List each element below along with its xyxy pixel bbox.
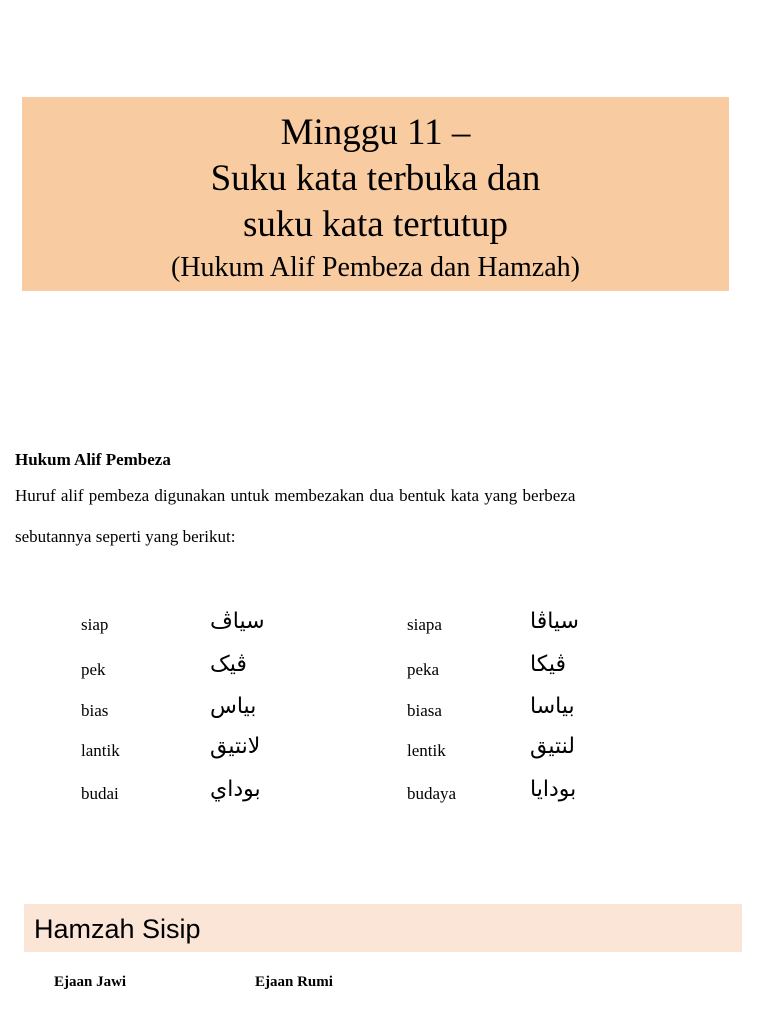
jawi-word: لنتيق: [530, 734, 575, 759]
hamzah-title: Hamzah Sisip: [34, 914, 201, 944]
title-line-2: Suku kata terbuka dan: [210, 158, 541, 199]
jawi-word: ڤيکا: [530, 652, 567, 677]
section-heading: Hukum Alif Pembeza: [15, 450, 171, 469]
paragraph-line-1: Huruf alif pembeza digunakan untuk membezakan dua bentuk kata yang berbeza: [15, 486, 576, 505]
rumi-word: peka: [407, 660, 440, 679]
jawi-word: بياسا: [530, 694, 575, 719]
title-line-3: suku kata tertutup: [242, 204, 509, 245]
rumi-word: siap: [81, 615, 109, 634]
rumi-word: budai: [81, 784, 119, 803]
column-header-jawi: Ejaan Jawi: [54, 974, 127, 990]
jawi-word: ڤيک: [210, 652, 247, 677]
rumi-word: bias: [81, 701, 109, 720]
jawi-word: بوداي: [210, 777, 261, 802]
jawi-word: بودايا: [530, 777, 577, 802]
rumi-word: pek: [81, 660, 106, 679]
column-header-rumi: Ejaan Rumi: [255, 974, 333, 990]
title-subtitle: (Hukum Alif Pembeza dan Hamzah): [171, 252, 580, 283]
jawi-word: بياس: [210, 694, 257, 719]
rumi-word: lantik: [81, 741, 120, 760]
jawi-word: سياڤا: [530, 609, 579, 634]
paragraph-line-2: sebutannya seperti yang berikut:: [15, 527, 236, 546]
jawi-word: سياڤ: [210, 609, 265, 634]
jawi-word: لانتيق: [210, 734, 261, 759]
rumi-word: siapa: [407, 615, 442, 634]
hamzah-section-banner: [24, 904, 742, 952]
rumi-word: biasa: [407, 701, 442, 720]
title-line-1: Minggu 11 –: [280, 112, 471, 153]
rumi-word: lentik: [407, 741, 446, 760]
title-banner: [22, 97, 729, 291]
rumi-word: budaya: [407, 784, 457, 803]
